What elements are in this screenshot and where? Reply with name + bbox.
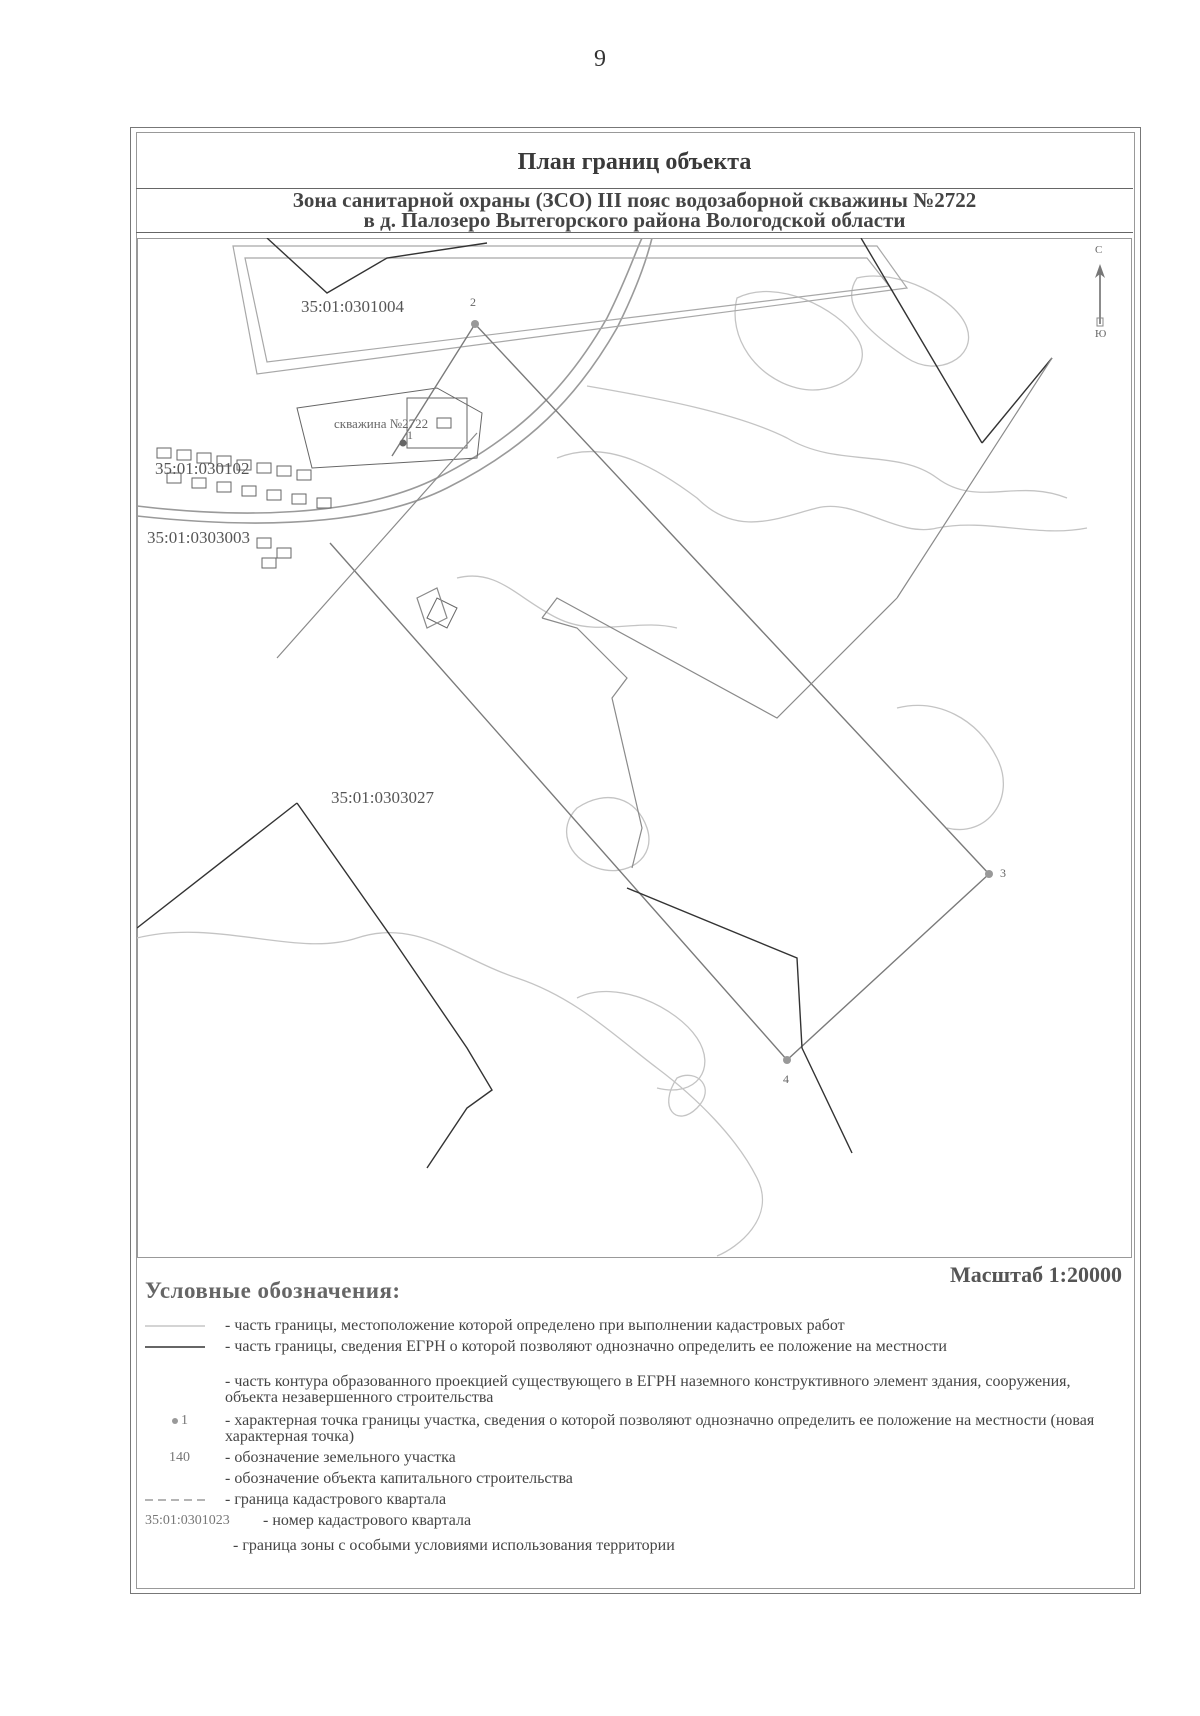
legend-item: - часть контура образованного проекцией существующего в ЕГРН наземного конструктивного элемент здания, сооружения, объекта незавершенного строительства (145, 1374, 1095, 1406)
quarter-label-d: 35:01:0303027 (331, 788, 434, 807)
point-4-marker (783, 1056, 791, 1064)
north-letter: С (1095, 244, 1103, 256)
legend-symbol-thin-line (145, 1318, 225, 1334)
terrain-contour (587, 386, 1067, 498)
legend-item: - обозначение объекта капитального строительства (145, 1471, 1095, 1487)
point-2-marker (471, 320, 479, 328)
legend-symbol-parcel-number: 140 (169, 1450, 190, 1465)
settlement-blocks (157, 388, 482, 628)
legend-symbol-dashed-line (145, 1492, 225, 1508)
legend-item: 140 - обозначение земельного участка (145, 1450, 1095, 1466)
point-label-3: 3 (1000, 866, 1006, 880)
legend-symbol-solid-line (145, 1339, 225, 1355)
point-label-1: 1 (407, 428, 413, 442)
north-arrow (1088, 244, 1112, 342)
terrain-contours (137, 276, 1087, 1256)
map-drawing (137, 238, 1132, 1258)
land-boundaries (137, 238, 1052, 1168)
legend-item: - часть границы, местоположение которой определено при выполнении кадастровых работ (145, 1318, 1095, 1334)
point-1-marker (400, 440, 407, 447)
legend-item: 35:01:0301023 - номер кадастрового квартала (145, 1512, 472, 1529)
point-3-marker (985, 870, 993, 878)
subtitle-line-1: Зона санитарной охраны (ЗСО) III пояс водозаборной скважины №2722 (292, 188, 977, 212)
terrain-contour (669, 1075, 706, 1116)
quarter-label-c: 35:01:0303003 (147, 528, 250, 547)
subtitle-line-2: в д. Палозеро Вытегорского района Вологодской области (363, 208, 906, 232)
legend-item: - часть границы, сведения ЕГРН о которой позволяют однозначно определить ее положение на местности (145, 1339, 1095, 1355)
legend-symbol-quarter-number: 35:01:0301023 (145, 1513, 230, 1528)
map-frame (138, 239, 1132, 1258)
map-scale: Масштаб 1:20000 (949, 1262, 1122, 1287)
plan-title: План границ объекта (517, 149, 752, 175)
legend-symbol-building (145, 1471, 225, 1487)
well-label: скважина №2722 (334, 416, 429, 431)
terrain-contour (567, 798, 649, 871)
point-label-4: 4 (783, 1072, 789, 1086)
south-letter: Ю (1095, 328, 1107, 340)
legend-symbol-contour (145, 1374, 225, 1390)
zso-zone-boundary (330, 324, 989, 1060)
terrain-contour (735, 292, 862, 390)
legend-symbol-zone-line (145, 1538, 225, 1554)
legend-item: - граница кадастрового квартала (145, 1492, 1095, 1508)
quarter-label-b: 35:01:030102 (155, 459, 250, 478)
legend-item: - граница зоны с особыми условиями использования территории (145, 1538, 1103, 1554)
terrain-contour (897, 705, 1003, 829)
page-number: 9 (594, 46, 606, 72)
cadastral-map[interactable] (137, 238, 1132, 1258)
subtitle-divider (136, 232, 1133, 233)
road (137, 238, 652, 523)
terrain-contour (137, 932, 762, 1256)
legend-item: 1 - характерная точка границы участка, сведения о которой позволяют однозначно определить ее положение на местности (новая характерная точка) (145, 1413, 1095, 1445)
point-label-2: 2 (470, 295, 476, 309)
quarter-label-a: 35:01:0301004 (301, 297, 404, 316)
legend-symbol-point: 1 (145, 1413, 225, 1429)
legend-title: Условные обозначения: (145, 1278, 401, 1303)
plan-subtitle (136, 190, 1133, 230)
terrain-contour (457, 576, 677, 628)
